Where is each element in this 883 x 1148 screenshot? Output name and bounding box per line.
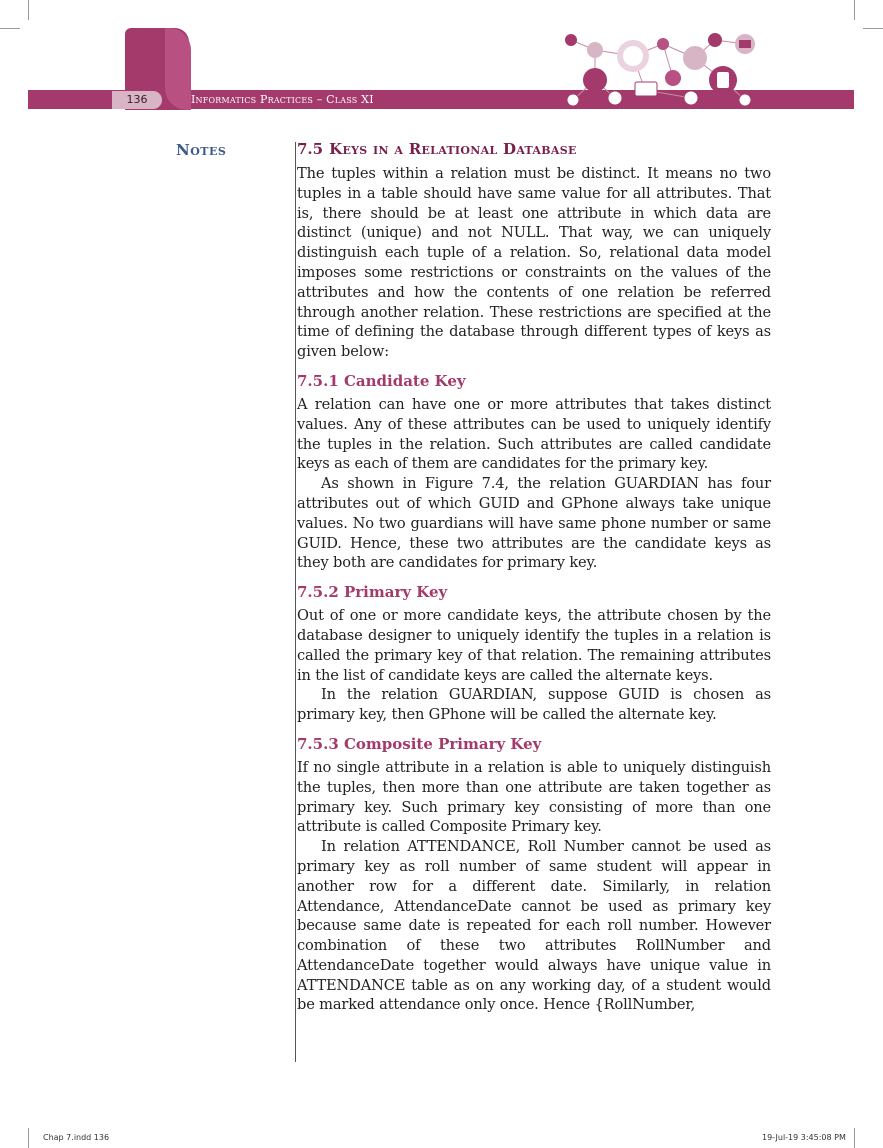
composite-key-heading: 7.5.3 Composite Primary Key	[297, 734, 542, 753]
section-heading	[297, 138, 771, 160]
crop-mark	[28, 1128, 29, 1148]
laptop-icon	[635, 82, 657, 96]
primary-key-paragraph: In the relation GUARDIAN, suppose GUID is chosen as primary key, then GPhone will be called the alternate key.	[297, 686, 771, 724]
primary-key-heading: 7.5.2 Primary Key	[297, 583, 448, 602]
crop-mark	[854, 0, 855, 20]
mic-icon	[567, 94, 579, 106]
candidate-key-paragraph: As shown in Figure 7.4, the relation GUARDIAN has four attributes out of which GUID and GPhone always take unique values. No two guardians will have same phone number or same GUID. Hence, these two attributes are the candidate keys as they both are candidates for primary key.	[297, 475, 771, 572]
composite-key-paragraph: In relation ATTENDANCE, Roll Number cannot be used as primary key as roll number of same student will appear in another row for a different date. Similarly, in relation Attendance, AttendanceDate cannot be used as primary key because same date is repeated for each roll number. However combination of these two attributes RollNumber and AttendanceDate together would always have unique value in ATTENDANCE table as on any working day, of a student would be marked attendance only once. Hence {RollNumber,	[297, 838, 771, 1014]
footer-timestamp: 19-Jul-19 3:45:08 PM	[762, 1133, 846, 1142]
crop-mark	[28, 0, 29, 20]
crop-mark	[0, 28, 20, 29]
composite-key-paragraph: If no single attribute in a relation is able to uniquely distinguish the tuples, then more than one attribute are taken together as primary key. Such primary key consisting of more than one attribute is called Composite Primary key.	[297, 758, 771, 836]
primary-key-paragraph: Out of one or more candidate keys, the attribute chosen by the database designer to uniquely identify the tuples in a relation is called the primary key of that relation. The remaining attributes in the list of candidate keys are called the alternate keys.	[297, 607, 771, 684]
section-number: 7.5	[297, 140, 324, 158]
user-icon	[683, 46, 707, 70]
notes-label: Notes	[176, 141, 227, 159]
speaker-icon	[587, 42, 603, 58]
running-title: Informatics Practices – Class XI	[191, 93, 374, 106]
candidate-key-heading: 7.5.1 Candidate Key	[297, 371, 466, 390]
crop-mark	[854, 1128, 855, 1148]
crop-mark	[863, 28, 883, 29]
section-intro: The tuples within a relation must be distinct. It means no two tuples in a table should have same value for all attributes. That is, there should be at least one attribute in which data are distinct (unique) and not NULL. That way, we can uniquely distinguish each tuple of a relation. So, relational data model imposes some restrictions or constraints on the values of the attributes and how the contents of one relation be referred through another relation. These restrictions are specified at the time of defining the database through different types of keys as given below:	[297, 165, 771, 361]
network-illustration	[555, 30, 775, 110]
candidate-key-paragraph: A relation can have one or more attributes that takes distinct values. Any of these attributes can be used to uniquely identify the tuples in the relation. Such attributes are called candidate keys as each of them are candidates for the primary key.	[297, 395, 771, 473]
header-tab-curve	[165, 28, 191, 110]
user-icon	[708, 33, 722, 47]
margin-rule	[295, 142, 296, 1062]
smiley-icon	[739, 94, 751, 106]
heart-icon	[583, 68, 607, 92]
user-icon	[657, 38, 669, 50]
main-content	[297, 138, 771, 1015]
footer-file-info: Chap 7.indd 136	[43, 1133, 110, 1142]
rss-icon	[684, 91, 698, 105]
thumbs-up-icon	[665, 70, 681, 86]
page-number: 136	[112, 91, 162, 109]
envelope-icon	[565, 34, 577, 46]
cloud-icon	[608, 91, 622, 105]
section-title: Keys in a Relational Database	[329, 140, 577, 158]
